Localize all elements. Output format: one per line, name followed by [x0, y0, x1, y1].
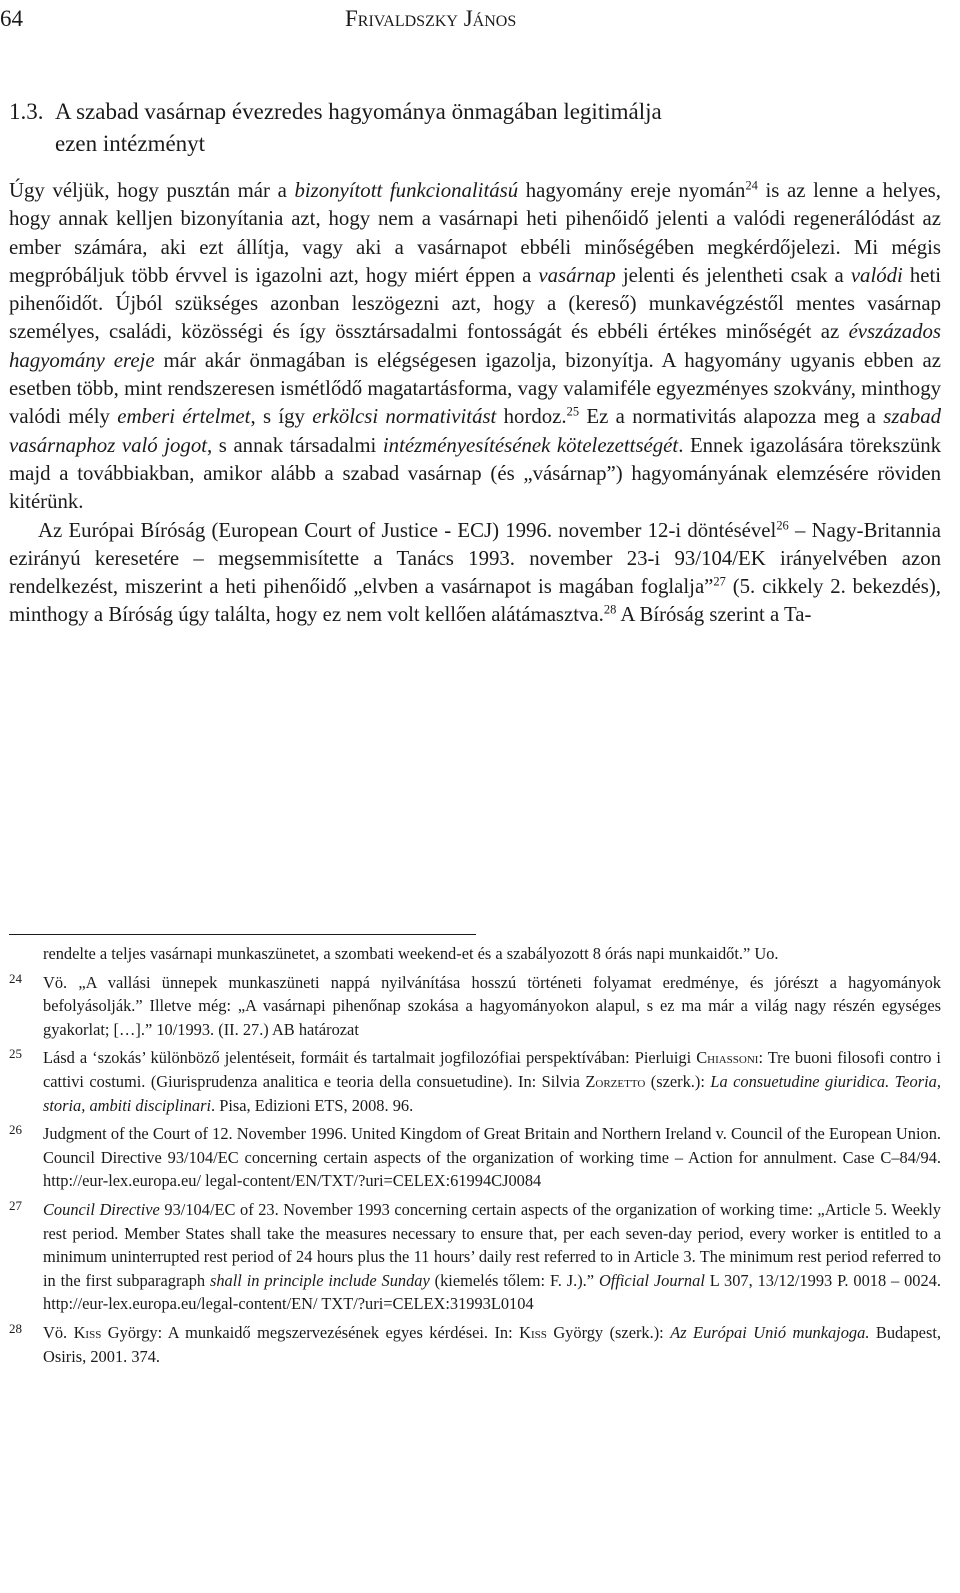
body-paragraph-1: [9, 177, 941, 517]
author-name: Kiss: [519, 1322, 547, 1342]
text-run: . Ennek igazolására törekszünk majd a továbbiakban, amikor alább a szabad vasárnap (és „vásárnap”) hagyományának elemzésére röviden kitérünk.: [9, 433, 942, 514]
running-head-author: Frivaldszky János: [345, 6, 517, 31]
text-run: Úgy véljük, hogy pusztán már a: [9, 179, 295, 202]
text-run: , s így: [250, 405, 313, 429]
italic-run: Council Directive: [43, 1199, 160, 1219]
section-number: 1.3.: [9, 99, 44, 124]
italic-run: shall in principle include Sunday: [209, 1270, 430, 1290]
footnote-24: [9, 971, 941, 1042]
text-run: már akár önmagában is elégségesen igazolja, bizonyítja. A hagyomány ugyanis ebben az esetben több, mint rendszeresen ismétlődő magatartásforma, vagy valamiféle egyezményes szokvány, minthogy valódi mély: [9, 348, 941, 429]
footnote-text: Judgment of the Court of 12. November 1996. United Kingdom of Great Britain and Northern Ireland v. Council of the European Union. Council Directive 93/104/EC concerning certain aspects of the organization of working time – Action for annulment. Case C–84/94. http://eur-lex.europa.eu/ legal-content/EN/TXT/?uri=CELEX:61994CJ0084: [43, 1124, 941, 1191]
text-run: A Bíróság szerint a Ta-: [616, 603, 812, 627]
italic-run: Official Journal: [598, 1270, 705, 1290]
section-title-line-2: ezen intézményt: [55, 131, 206, 156]
italic-run: emberi értelmet: [117, 405, 251, 429]
text-run: hagyomány ereje nyomán: [518, 179, 746, 202]
text-run: Lásd a ‘szokás’ különböző jelentéseit, formáit és tartalmait jogfilozófiai perspektívában: Pierluigi: [43, 1048, 697, 1068]
footnote-number: 28: [9, 1320, 22, 1336]
text-run: : Tre buoni filosofi contro i cattivi costumi. (Giurisprudenza analitica e teoria della consuetudine). In: Silvia: [43, 1048, 941, 1091]
footnote-number: 27: [9, 1197, 22, 1213]
footnote-27: [9, 1198, 941, 1316]
footnote-ref-28[interactable]: 28: [603, 602, 617, 617]
book-title: La consuetudine giuridica. Teoria, storia, ambiti disciplinari: [43, 1071, 941, 1115]
body-text: [9, 177, 941, 630]
footnote-number: 24: [9, 970, 22, 986]
section-heading: [9, 96, 939, 160]
footnote-separator: [9, 934, 476, 935]
text-run: 93/104/EC of 23. November 1993 concerning certain aspects of the organization of working time: „Article 5. Weekly rest period. Member States shall take the measures necessary to ensure that, per each seven-day period, every worker is entitled to a minimum uninterrupted rest period of 24 hours plus the 11 hours’ daily rest referred to in Article 3. The minimum rest period referred to in the first subparagraph: [43, 1199, 941, 1290]
text-run: Budapest, Osiris, 2001. 374.: [43, 1322, 941, 1366]
footnote-text: Vö. „A vallási ünnepek munkaszüneti nappá nyilvánítása hosszú történeti folyamat eredménye, és jórészt a hagyományok befolyásolják.” Illetve még: „A vasárnapi pihenőnap szokása a hagyományokon alapul, s ez ma már a világ nagy részén egységes gyakorlat; […].” 10/1993. (II. 27.) AB határozat: [43, 972, 941, 1039]
footnote-28: [9, 1321, 941, 1368]
footnote-ref-26[interactable]: 26: [776, 517, 789, 532]
footnote-number: 26: [9, 1122, 22, 1138]
section-heading-line-1: [9, 96, 939, 128]
italic-run: szabad vasárnaphoz való jogot: [9, 405, 942, 457]
page-number: 64: [0, 6, 23, 31]
italic-run: valódi: [850, 263, 903, 287]
page-header: [0, 2, 960, 36]
text-run: (kiemelés tőlem: F. J.).”: [429, 1270, 599, 1290]
italic-run: erkölcsi normativitást: [312, 405, 497, 429]
footnote-ref-24[interactable]: 24: [745, 178, 758, 193]
text-run: – Nagy-Britannia ezirányú keresetére – megsemmisítette a Tanács 1993. november 23-i 93/104/EK irányelvében azon rendelkezést, miszerint a heti pihenőidő „elvben a vasárnapot is magában foglalja”: [9, 518, 941, 599]
body-paragraph-2: [9, 517, 941, 630]
text-run: , s annak társadalmi: [207, 433, 383, 457]
text-run: hordoz.: [496, 405, 567, 429]
text-run: heti pihenőidőt. Újból szükséges azonban leszögezni azt, hogy a (kereső) munkavégzéstől mentes vasárnap személyes, családi, közösségi és így össztársadalmi fontosságát és ebbéli értékes minőségét az: [9, 263, 942, 344]
italic-run: intézményesítésének kötelezettségét: [382, 433, 679, 457]
author-name: Zorzetto: [585, 1071, 646, 1091]
italic-run: vasárnap: [538, 263, 616, 287]
text-run: Vö.: [43, 1322, 74, 1342]
text-run: György: A munkaidő megszervezésének egyes kérdései. In:: [101, 1322, 520, 1342]
section-title-line-1: A szabad vasárnap évezredes hagyománya önmagában legitimálja: [55, 99, 662, 124]
footnote-ref-27[interactable]: 27: [713, 574, 726, 589]
footnote-number: 25: [9, 1046, 22, 1062]
author-name: Chiassoni: [696, 1048, 759, 1068]
text-run: . Pisa, Edizioni ETS, 2008. 96.: [211, 1095, 414, 1115]
footnote-ref-25[interactable]: 25: [566, 404, 580, 419]
text-run: György (szerk.):: [546, 1322, 671, 1342]
footnote-continued: rendelte a teljes vasárnapi munkaszünetet, a szombati weekend-et és a szabályozott 8 órás napi munkaidőt.” Uo.: [43, 944, 779, 963]
footnote-25: [9, 1046, 941, 1117]
italic-run: évszázados hagyomány ereje: [9, 320, 941, 372]
author-name: Kiss: [73, 1322, 102, 1342]
text-run: L 307, 13/12/1993 P. 0018 – 0024. http://eur-lex.europa.eu/legal-content/EN/ TXT/?uri=CELEX:31993L0104: [43, 1270, 941, 1314]
footnote-26: [9, 1122, 941, 1193]
italic-run: bizonyított funkcionalitású: [294, 179, 519, 202]
text-run: (szerk.):: [645, 1071, 711, 1091]
text-run: jelenti és jelentheti csak a: [615, 263, 851, 287]
footnotes: [9, 942, 941, 1373]
text-run: Az Európai Bíróság (European Court of Justice - ECJ) 1996. november 12-i döntésével: [38, 518, 777, 542]
text-run: (5. cikkely 2. bekezdés), minthogy a Bíróság úgy találta, hogy ez nem volt kellően alátámasztva.: [9, 575, 941, 627]
text-run: is az lenne a helyes, hogy annak kelljen bizonyítania azt, hogy nem a vasárnapi heti pihenőidő jelenti a valódi regenerálódást az ember számára, aki ezt állítja, vagy aki a vasárnapot ebbéli minőségében megkérdőjelezi. Mi mégis megpróbáljuk több érvvel is igazolni azt, hogy miért éppen a: [9, 179, 941, 287]
book-title: Az Európai Unió munkajoga.: [670, 1322, 870, 1342]
text-run: Ez a normativitás alapozza meg a: [579, 405, 884, 429]
